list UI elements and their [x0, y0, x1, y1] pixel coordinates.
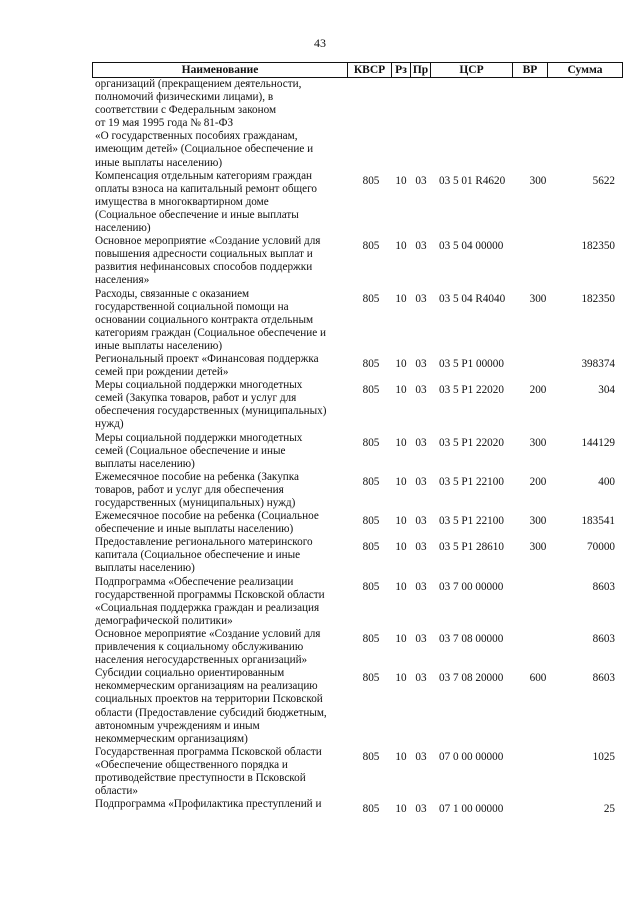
row-rz: 10 — [395, 632, 407, 645]
table-row — [95, 746, 615, 798]
row-rz: 10 — [395, 475, 407, 488]
row-sum: 183541 — [581, 515, 615, 528]
row-kvsr: 805 — [362, 541, 380, 554]
header-csr: ЦСР — [431, 63, 513, 77]
row-kvsr: 805 — [362, 357, 380, 370]
header-vr: ВР — [513, 63, 548, 77]
table-body — [95, 78, 615, 816]
table-row — [95, 536, 615, 575]
row-kvsr: 805 — [362, 174, 380, 187]
row-kvsr: 805 — [362, 384, 380, 397]
table-row — [95, 798, 615, 816]
row-csr: 03 5 01 R4620 — [439, 174, 506, 187]
table-row — [95, 432, 615, 471]
row-csr: 03 5 04 R4040 — [439, 292, 506, 305]
row-sum: 144129 — [581, 436, 615, 449]
row-name: организаций (прекращением деятельности, полномочий физическими лицами), в соответствии с Федеральным законом от 19 мая 1995 года № 81-ФЗ «О государственных пособиях гражданам, имеющим детей» (Социальное обеспечение и иные выплаты населению) — [95, 78, 314, 169]
row-kvsr: 805 — [362, 292, 380, 305]
row-vr: 300 — [529, 436, 547, 449]
table-row — [95, 170, 615, 235]
row-kvsr: 805 — [362, 436, 380, 449]
row-name: Субсидии социально ориентированным некоммерческим организациям на реализацию социальных проектов на территории Псковской области (Предоставление субсидий бюджетным, автономным учреждениям и иным некоммерческим организациям) — [95, 667, 327, 745]
row-kvsr: 805 — [362, 240, 380, 253]
row-sum: 304 — [598, 384, 615, 397]
row-csr: 07 1 00 00000 — [439, 803, 504, 816]
row-sum: 182350 — [581, 240, 615, 253]
row-vr: 200 — [529, 384, 547, 397]
row-vr: 600 — [529, 672, 547, 685]
row-vr — [523, 746, 553, 751]
row-name: Региональный проект «Финансовая поддержка семей при рождении детей» — [95, 352, 319, 379]
row-name: Основное мероприятие «Создание условий для привлечения к социальному обслуживанию населения негосударственных организаций» — [95, 627, 321, 667]
row-csr: 03 5 P1 22020 — [439, 384, 504, 397]
row-pr: 03 — [415, 580, 427, 593]
row-pr: 03 — [415, 436, 427, 449]
table-row — [95, 78, 615, 170]
row-pr: 03 — [415, 174, 427, 187]
row-rz: 10 — [395, 580, 407, 593]
row-csr: 03 5 P1 22100 — [439, 475, 504, 488]
row-csr: 03 7 08 20000 — [439, 672, 504, 685]
row-rz: 10 — [395, 515, 407, 528]
row-name: Государственная программа Псковской области «Обеспечение общественного порядка и противодействие преступности в Псковской области» — [95, 745, 322, 798]
row-csr: 03 5 04 00000 — [439, 240, 504, 253]
header-kvsr: КВСР — [348, 63, 392, 77]
row-vr: 200 — [529, 475, 547, 488]
table-header — [92, 62, 623, 78]
row-kvsr: 805 — [362, 803, 380, 816]
row-vr: 300 — [529, 515, 547, 528]
row-sum: 398374 — [581, 357, 615, 370]
row-name: Основное мероприятие «Создание условий для повышения адресности социальных выплат и развития нефинансовых способов поддержки населения» — [95, 235, 321, 287]
page-number: 43 — [314, 36, 326, 50]
row-csr: 03 5 P1 22020 — [439, 436, 504, 449]
row-name: Предоставление регионального материнского капитала (Социальное обеспечение и иные выплаты населению) — [95, 536, 313, 575]
row-rz: 10 — [395, 541, 407, 554]
table-row — [95, 510, 615, 536]
row-pr: 03 — [415, 292, 427, 305]
table-row — [95, 667, 615, 746]
row-sum: 400 — [598, 475, 615, 488]
table-row — [95, 471, 615, 510]
row-rz: 10 — [395, 750, 407, 763]
row-vr: 300 — [529, 292, 547, 305]
table-row — [95, 628, 615, 667]
table-row — [95, 379, 615, 431]
row-rz: 10 — [395, 803, 407, 816]
row-sum: 70000 — [587, 541, 615, 554]
row-csr: 03 5 P1 22100 — [439, 515, 504, 528]
row-name: Подпрограмма «Обеспечение реализации государственной программы Псковской области «Социальная поддержка граждан и реализация демографической политики» — [95, 575, 325, 627]
header-rz: Рз — [392, 63, 411, 77]
row-pr: 03 — [415, 541, 427, 554]
row-vr — [523, 353, 553, 358]
row-csr: 03 7 08 00000 — [439, 632, 504, 645]
row-pr: 03 — [415, 632, 427, 645]
table-row — [95, 235, 615, 287]
row-pr: 03 — [415, 475, 427, 488]
row-csr: 03 7 00 00000 — [439, 580, 504, 593]
row-name: Подпрограмма «Профилактика преступлений и — [95, 798, 322, 811]
row-name: Ежемесячное пособие на ребенка (Социальное обеспечение и иные выплаты населению) — [95, 510, 319, 536]
row-kvsr: 805 — [362, 750, 380, 763]
row-vr — [523, 576, 553, 581]
table-row — [95, 576, 615, 628]
row-sum: 182350 — [581, 292, 615, 305]
row-sum: 8603 — [592, 580, 615, 593]
row-vr — [523, 798, 553, 803]
row-rz: 10 — [395, 357, 407, 370]
table-row — [95, 353, 615, 379]
row-rz: 10 — [395, 672, 407, 685]
row-rz: 10 — [395, 436, 407, 449]
row-csr: 07 0 00 00000 — [439, 750, 504, 763]
row-csr: 03 5 P1 28610 — [439, 541, 504, 554]
row-sum: 8603 — [592, 632, 615, 645]
row-kvsr: 805 — [362, 672, 380, 685]
row-pr: 03 — [415, 750, 427, 763]
row-name: Расходы, связанные с оказанием государственной социальной помощи на основании социального контракта отдельным категориям граждан (Социальное обеспечение и иные выплаты населению) — [95, 287, 326, 352]
row-rz: 10 — [395, 240, 407, 253]
header-pr: Пр — [411, 63, 431, 77]
row-kvsr: 805 — [362, 632, 380, 645]
row-sum: 25 — [603, 803, 615, 816]
row-vr: 300 — [529, 174, 547, 187]
row-rz: 10 — [395, 292, 407, 305]
row-pr: 03 — [415, 672, 427, 685]
row-kvsr: 805 — [362, 515, 380, 528]
row-vr: 300 — [529, 541, 547, 554]
header-name: Наименование — [93, 63, 348, 77]
row-csr: 03 5 P1 00000 — [439, 357, 504, 370]
row-sum: 5622 — [592, 174, 615, 187]
header-sum: Сумма — [567, 63, 603, 76]
row-pr: 03 — [415, 357, 427, 370]
row-pr: 03 — [415, 240, 427, 253]
row-rz: 10 — [395, 384, 407, 397]
row-vr — [523, 235, 553, 240]
row-name: Меры социальной поддержки многодетных семей (Закупка товаров, работ и услуг для обеспечения государственных (муниципальных) нужд) — [95, 379, 327, 431]
row-kvsr: 805 — [362, 475, 380, 488]
row-sum: 1025 — [592, 750, 615, 763]
row-name: Компенсация отдельным категориям граждан оплаты взноса на капитальный ремонт общего имущества в многоквартирном доме (Социальное обеспечение и иные выплаты населению) — [95, 169, 318, 235]
row-pr: 03 — [415, 515, 427, 528]
row-sum: 8603 — [592, 672, 615, 685]
row-vr — [523, 628, 553, 633]
row-name: Ежемесячное пособие на ребенка (Закупка товаров, работ и услуг для обеспечения государственных (муниципальных) нужд) — [95, 470, 300, 509]
row-pr: 03 — [415, 384, 427, 397]
row-kvsr: 805 — [362, 580, 380, 593]
table-row — [95, 288, 615, 353]
row-pr: 03 — [415, 803, 427, 816]
row-name: Меры социальной поддержки многодетных семей (Социальное обеспечение и иные выплаты населению) — [95, 431, 303, 470]
row-rz: 10 — [395, 174, 407, 187]
